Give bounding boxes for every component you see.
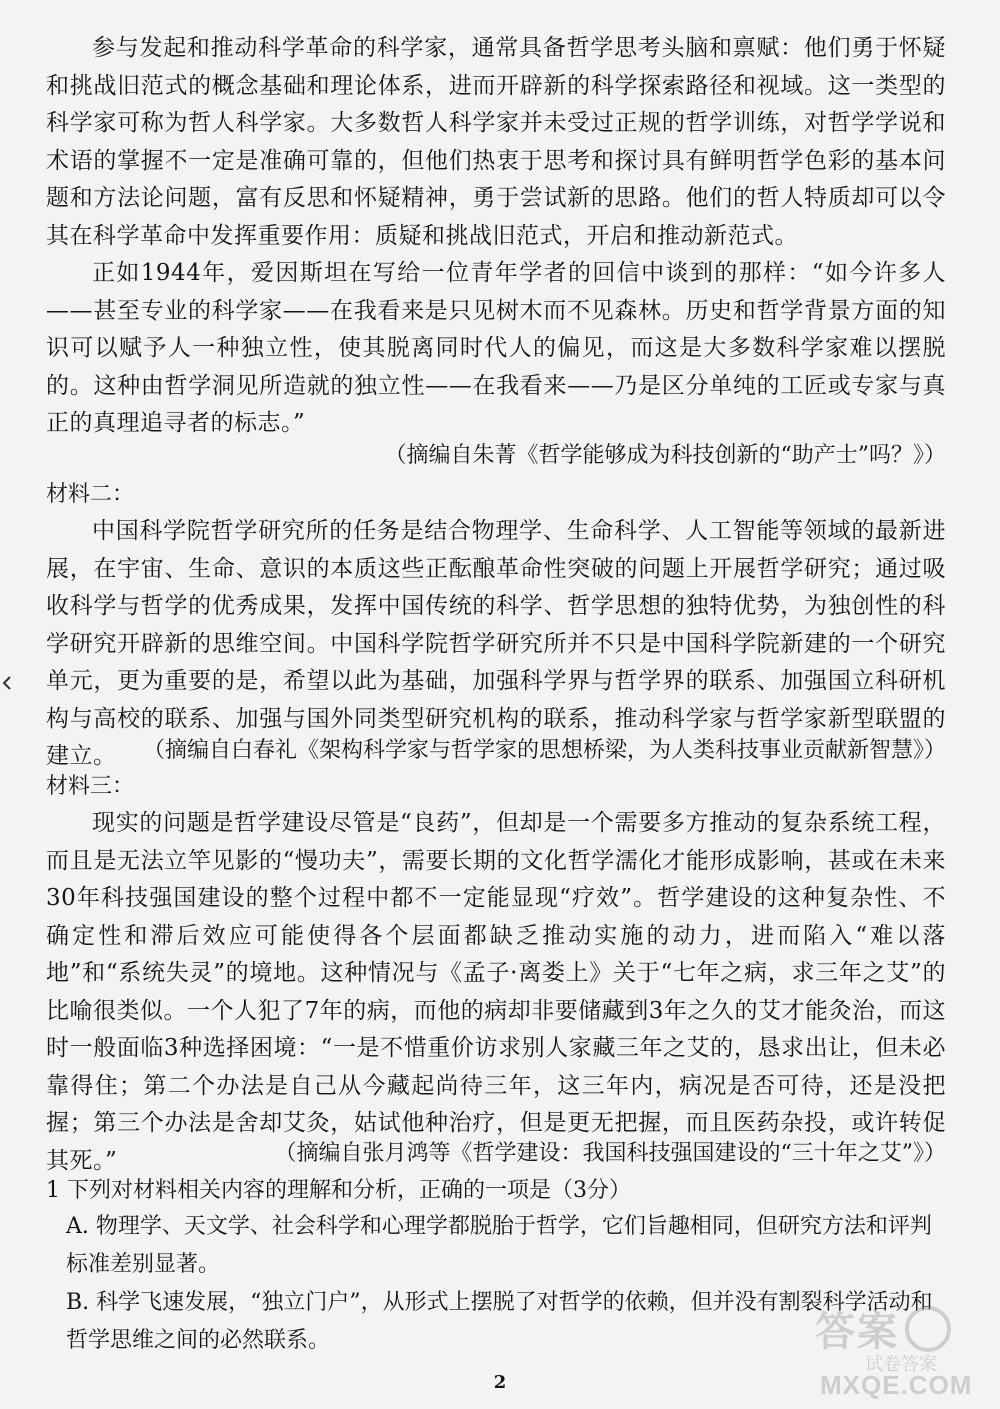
watermark-small-text: 试卷答案 [865, 1354, 937, 1375]
material-two-heading: 材料二： [46, 482, 135, 507]
watermark-big-text: 答案 [815, 1308, 899, 1355]
option-b: B. 科学飞速发展，“独立门户”，从形式上摆脱了对哲学的依赖，但并没有割裂科学活动和哲学思维之间的必然联系。 [66, 1290, 933, 1353]
watermark-logo [815, 1300, 995, 1405]
option-a: A. 物理学、天文学、社会科学和心理学都脱胎于哲学，它们旨趣相同，但研究方法和评判标准差别显著。 [66, 1214, 932, 1277]
question-stem: 1 下列对材料相关内容的理解和分析，正确的一项是（3分） [46, 1178, 631, 1203]
page-number: 2 [493, 1372, 507, 1393]
paragraph-cas-institute: 中国科学院哲学研究所的任务是结合物理学、生命科学、人工智能等领域的最新进展，在宇宙、生命、意识的本质这些正酝酿革命性突破的问题上开展哲学研究；通过吸收科学与哲学的优秀成果，发挥中国传统的科学、哲学思想的独特优势，为独创性的科学研究开辟新的思维空间。中国科学院哲学研究所并不只是中国科学院新建的一个研究单元，更为重要的是，希望以此为基础，加强科学界与哲学界的联系、加强国立科研机构与高校的联系、加强与国外同类型研究机构的联系，推动科学家与哲学家新型联盟的建立。 [46, 518, 946, 769]
watermark-circle-icon [905, 1306, 951, 1352]
source-citation-1: （摘编自朱菁《哲学能够成为科技创新的“助产士”吗？》） [384, 443, 946, 468]
watermark-url-text: MXQE.COM [820, 1370, 973, 1400]
paragraph-einstein-quote: 正如1944年，爱因斯坦在写给一位青年学者的回信中谈到的那样：“如今许多人——甚至专业的科学家——在我看来是只见树木而不见森林。历史和哲学背景方面的知识可以赋予人一种独立性，使其脱离同时代人的偏见，而这是大多数科学家难以摆脱的。这种由哲学洞见所造就的独立性——在我看来——乃是区分单纯的工匠或专家与真正的真理追寻者的标志。” [46, 260, 946, 436]
paragraph-philosopher-scientists: 参与发起和推动科学革命的科学家，通常具备哲学思考头脑和禀赋：他们勇于怀疑和挑战旧范式的概念基础和理论体系，进而开辟新的科学探索路径和视域。这一类型的科学家可称为哲人科学家。大多数哲人科学家并未受过正规的哲学训练，对哲学学说和术语的掌握不一定是准确可靠的，但他们热衷于思考和探讨具有鲜明哲学色彩的基本问题和方法论问题，富有反思和怀疑精神，勇于尝试新的思路。他们的哲人特质却可以令其在科学革命中发挥重要作用：质疑和挑战旧范式，开启和推动新范式。 [46, 35, 946, 249]
material-three-heading: 材料三： [46, 774, 135, 799]
source-citation-2: （摘编自白春礼《架构科学家与哲学家的思想桥梁，为人类科技事业贡献新智慧》） [142, 738, 946, 763]
paragraph-philosophy-construction: 现实的问题是哲学建设尽管是“良药”，但却是一个需要多方推动的复杂系统工程，而且是无法立竿见影的“慢功夫”，需要长期的文化哲学濡化才能形成影响，甚或在未来30年科技强国建设的整个过程中都不一定能显现“疗效”。哲学建设的这种复杂性、不确定性和滞后效应可能使得各个层面都缺乏推动实施的动力，进而陷入“难以落地”和“系统失灵”的境地。这种情况与《孟子·离娄上》关于“七年之病，求三年之艾”的比喻很类似。一个人犯了7年的病，而他的病却非要储藏到3年之久的艾才能灸治，而这时一般面临3种选择困境：“一是不惜重价访求别人家藏三年之艾的，恳求出让，但未必靠得住；第二个办法是自己从今藏起尚待三年，这三年内，病况是否可待，还是没把握；第三个办法是舍却艾灸，姑试他种治疗，但是更无把握，而且医药杂投，或许转促其死。” [46, 810, 946, 1174]
source-citation-3: （摘编自张月鸿等《哲学建设：我国科技强国建设的“三十年之艾”》） [274, 1141, 946, 1166]
scan-edge-mark-icon [2, 676, 12, 690]
